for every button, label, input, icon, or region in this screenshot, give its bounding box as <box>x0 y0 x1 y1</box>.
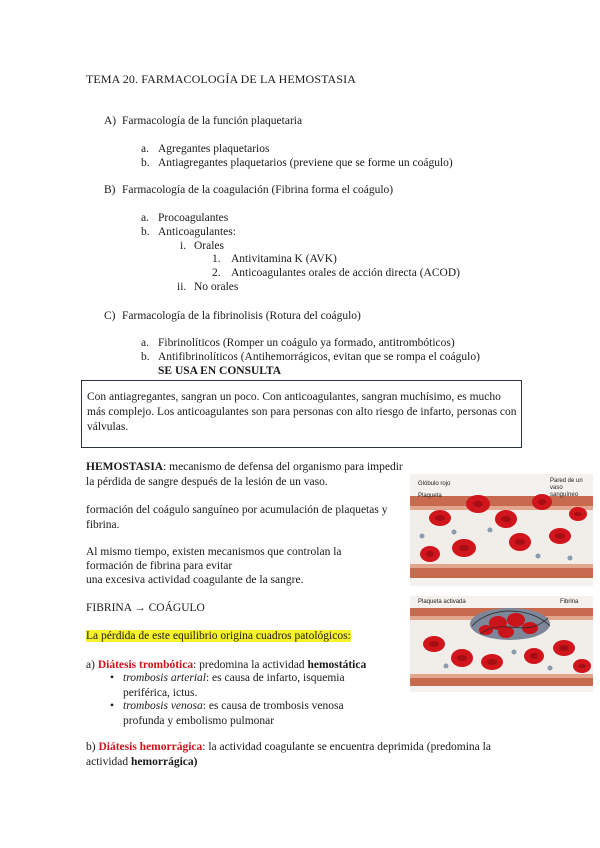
hemostasia-paragraph-3-line-3: una excesiva actividad coagulante de la sangre. <box>86 574 304 586</box>
fibrina-line: FIBRINA → COÁGULO <box>86 602 205 614</box>
bullet-icon: • <box>110 672 115 684</box>
clot-figure <box>410 596 593 692</box>
list-item: b. Anticoagulantes: <box>141 226 236 238</box>
note-box: Con antiagregantes, sangran un poco. Con anticoagulantes, sangran muchísimo, es mucho más complejo. Los anticoagulantes son para personas con alto riesgo de infarto, personas con válvulas. <box>81 380 522 448</box>
clot-illustration <box>410 596 593 692</box>
figure-label-red-cell: Glóbulo rojo <box>418 481 451 487</box>
figure-label-vessel-wall: Pared de un vaso sanguíneo <box>550 478 583 498</box>
list-item: 2. Anticoagulantes orales de acción directa (ACOD) <box>212 267 460 279</box>
page-title: TEMA 20. FARMACOLOGÍA DE LA HEMOSTASIA <box>86 72 356 86</box>
hemostasia-definition: HEMOSTASIA: mecanismo de defensa del organismo para impedir la pérdida de sangre después de la lesión de un vaso. <box>86 461 403 488</box>
consulta-note: SE USA EN CONSULTA <box>158 365 282 377</box>
trombotica-heading: a) Diátesis trombótica: predomina la actividad hemostática <box>86 659 367 671</box>
hemostasia-paragraph-2: formación del coágulo sanguíneo por acumulación de plaquetas y fibrina. <box>86 504 388 531</box>
list-item: 1. Antivitamina K (AVK) <box>212 253 337 265</box>
list-item: b. Antiagregantes plaquetarios (previene que se forme un coágulo) <box>141 157 453 169</box>
section-b-heading: B) Farmacología de la coagulación (Fibrina forma el coágulo) <box>104 184 394 196</box>
list-item: i. Orales <box>180 240 225 252</box>
section-c-heading: C) Farmacología de la fibrinolisis (Rotura del coágulo) <box>104 310 361 322</box>
section-a-heading: A) Farmacología de la función plaquetaria <box>104 115 303 127</box>
figure-label-platelet: Plaqueta <box>418 493 442 499</box>
figure-label-fibrin: Fibrina <box>560 599 579 605</box>
highlighted-sentence: La pérdida de este equilibrio origina cuadros patológicos: <box>86 630 351 642</box>
list-item: a. Procoagulantes <box>141 212 229 224</box>
list-item: a. Agregantes plaquetarios <box>141 143 270 155</box>
list-item: b. Antifibrinolíticos (Antihemorrágicos, evitan que se rompa el coágulo) <box>141 351 480 363</box>
list-item: a. Fibrinolíticos (Romper un coágulo ya formado, antitrombóticos) <box>141 337 455 349</box>
blood-vessel-figure <box>410 474 593 586</box>
hemostasia-paragraph-3-line-1: Al mismo tiempo, existen mecanismos que controlan la <box>86 546 342 558</box>
hemorragica-paragraph: b) Diátesis hemorrágica: la actividad coagulante se encuentra deprimida (predomina la actividad hemorrágica) <box>86 741 491 768</box>
list-item: ii. No orales <box>177 281 239 293</box>
bullet-item-venosa: trombosis venosa: es causa de trombosis venosa profunda y embolismo pulmonar <box>123 700 344 727</box>
bullet-icon: • <box>110 700 115 712</box>
figure-label-activated-platelet: Plaqueta activada <box>418 599 466 605</box>
bullet-item-arterial: trombosis arterial: es causa de infarto, isquemia periférica, ictus. <box>123 672 345 699</box>
hemostasia-paragraph-3-line-2: formación de fibrina para evitar <box>86 560 233 572</box>
